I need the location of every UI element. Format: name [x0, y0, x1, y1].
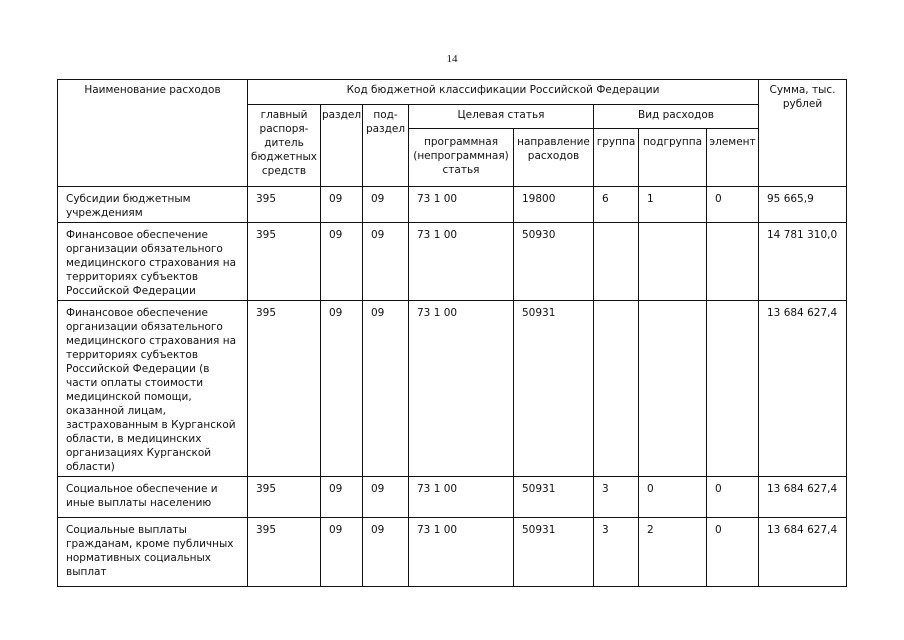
cell-podrazdel: 09: [363, 301, 409, 477]
cell-prog: 73 1 00: [409, 477, 514, 518]
cell-element: [707, 223, 759, 301]
cell-podgruppa: 2: [639, 518, 707, 587]
cell-element: 0: [707, 518, 759, 587]
cell-glavny: 395: [248, 223, 321, 301]
cell-glavny: 395: [248, 518, 321, 587]
row-name: Субсидии бюджетным учреждениям: [58, 187, 248, 223]
header-glavny: главный распоря-дитель бюджетных средств: [248, 105, 321, 187]
header-celevaya: Целевая статья: [409, 105, 594, 129]
cell-gruppa: 3: [594, 477, 639, 518]
cell-razdel: 09: [321, 301, 363, 477]
cell-element: 0: [707, 477, 759, 518]
cell-podgruppa: [639, 223, 707, 301]
header-programmnaya: программная (непрограммная) статья: [409, 129, 514, 187]
cell-prog: 73 1 00: [409, 518, 514, 587]
header-sum: Сумма, тыс. рублей: [759, 80, 847, 187]
cell-podrazdel: 09: [363, 477, 409, 518]
cell-sum: 13 684 627,4: [759, 518, 847, 587]
cell-napr: 50931: [514, 477, 594, 518]
header-gruppa: группа: [594, 129, 639, 187]
header-kbk: Код бюджетной классификации Российской Федерации: [248, 80, 759, 105]
cell-podrazdel: 09: [363, 223, 409, 301]
row-name: Социальное обеспечение и иные выплаты населению: [58, 477, 248, 518]
cell-element: [707, 301, 759, 477]
cell-glavny: 395: [248, 301, 321, 477]
cell-napr: 50931: [514, 518, 594, 587]
cell-prog: 73 1 00: [409, 187, 514, 223]
header-podgruppa: подгруппа: [639, 129, 707, 187]
budget-table: [57, 79, 847, 587]
cell-glavny: 395: [248, 187, 321, 223]
page-number: 14: [446, 53, 458, 65]
cell-glavny: 395: [248, 477, 321, 518]
row-name: Финансовое обеспечение организации обязательного медицинского страхования на территориях субъектов Российской Федерации (в части оплаты стоимости медицинской помощи, оказанной лицам, застрахованным в Курганской области, в медицинских организациях Курганской области): [58, 301, 248, 477]
cell-podgruppa: 0: [639, 477, 707, 518]
cell-gruppa: [594, 223, 639, 301]
cell-razdel: 09: [321, 223, 363, 301]
table-row: [58, 223, 847, 301]
cell-napr: 50930: [514, 223, 594, 301]
table-row: [58, 301, 847, 477]
cell-podgruppa: 1: [639, 187, 707, 223]
table-row: [58, 477, 847, 518]
header-napravlenie: направление расходов: [514, 129, 594, 187]
table-row: [58, 187, 847, 223]
header-razdel: раздел: [321, 105, 363, 187]
cell-prog: 73 1 00: [409, 301, 514, 477]
cell-podrazdel: 09: [363, 518, 409, 587]
header-element: элемент: [707, 129, 759, 187]
cell-podrazdel: 09: [363, 187, 409, 223]
cell-sum: 95 665,9: [759, 187, 847, 223]
cell-sum: 14 781 310,0: [759, 223, 847, 301]
cell-gruppa: 6: [594, 187, 639, 223]
cell-razdel: 09: [321, 187, 363, 223]
row-name: Финансовое обеспечение организации обязательного медицинского страхования на территориях субъектов Российской Федерации: [58, 223, 248, 301]
cell-prog: 73 1 00: [409, 223, 514, 301]
cell-napr: 19800: [514, 187, 594, 223]
cell-podgruppa: [639, 301, 707, 477]
table-row: [58, 518, 847, 587]
cell-sum: 13 684 627,4: [759, 477, 847, 518]
header-vid: Вид расходов: [594, 105, 759, 129]
header-podrazdel: под-раздел: [363, 105, 409, 187]
cell-gruppa: [594, 301, 639, 477]
cell-sum: 13 684 627,4: [759, 301, 847, 477]
cell-razdel: 09: [321, 518, 363, 587]
cell-element: 0: [707, 187, 759, 223]
header-name: Наименование расходов: [58, 80, 248, 187]
cell-napr: 50931: [514, 301, 594, 477]
cell-gruppa: 3: [594, 518, 639, 587]
cell-razdel: 09: [321, 477, 363, 518]
row-name: Социальные выплаты гражданам, кроме публичных нормативных социальных выплат: [58, 518, 248, 587]
